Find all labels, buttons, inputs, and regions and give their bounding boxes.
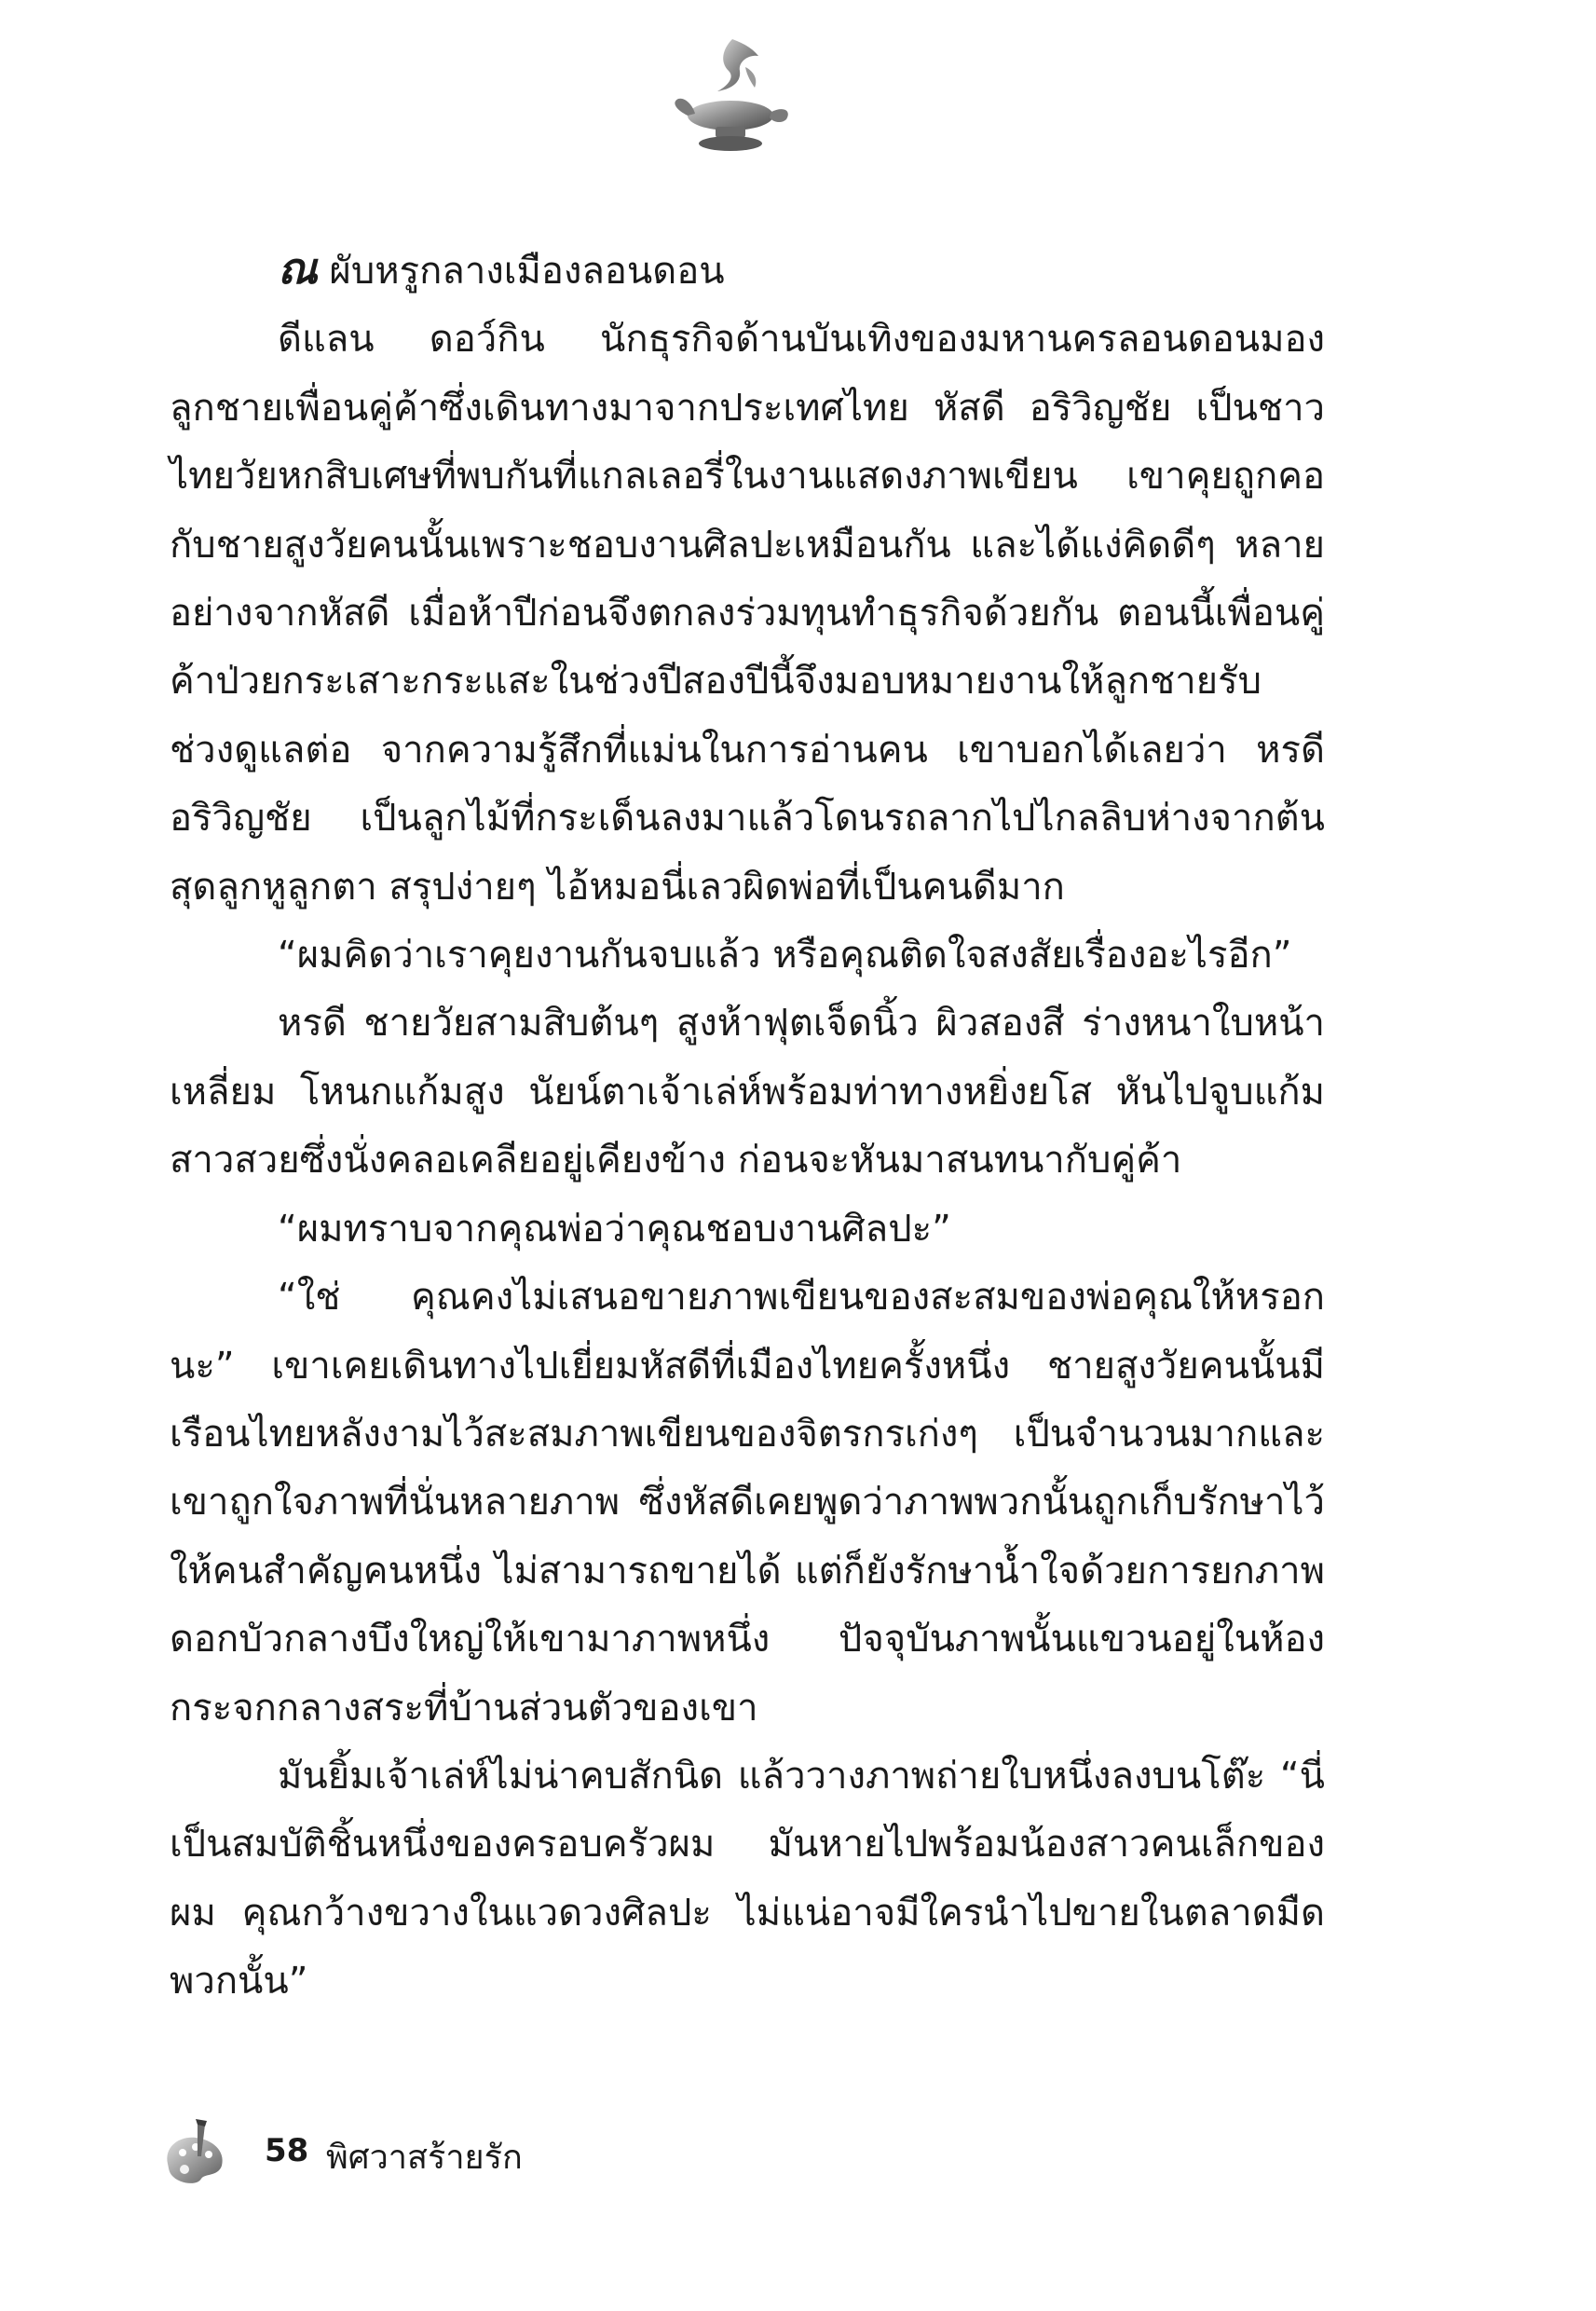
paragraph: “ผมทราบจากคุณพ่อว่าคุณชอบงานศิลปะ” — [278, 1207, 951, 1251]
opening-line: ผับหรูกลางเมืองลอนดอน — [317, 250, 725, 293]
paragraph: มันยิ้มเจ้าเล่ห์ไม่น่าคบสักนิด แล้ววางภาพถ่ายใบหนึ่งลงบนโต๊ะ “นี่เป็นสมบัติชิ้นหนึ่งของครอบครัวผม มันหายไปพร้อมน้องสาวคนเล็กของผม คุณกว้างขวางในแวดวงศิลปะ ไม่แน่อาจมีใครนำไปขายในตลาดมืดพวกนั้น” — [170, 1754, 1325, 2003]
paint-palette-icon — [160, 2115, 235, 2190]
paragraph: หรดี ชายวัยสามสิบต้นๆ สูงห้าฟุตเจ็ดนิ้ว ผิวสองสี ร่างหนาใบหน้าเหลี่ยม โหนกแก้มสูง นัยน์ตาเจ้าเล่ห์พร้อมท่าทางหยิ่งยโส หันไปจูบแก้มสาวสวยซึ่งนั่งคลอเคลียอยู่เคียงข้าง ก่อนจะหันมาสนทนากับคู่ค้า — [170, 1002, 1325, 1183]
story-body — [170, 235, 1325, 2017]
paragraph: “ใช่ คุณคงไม่เสนอขายภาพเขียนของสะสมของพ่อคุณให้หรอกนะ” เขาเคยเดินทางไปเยี่ยมหัสดีที่เมืองไทยครั้งหนึ่ง ชายสูงวัยคนนั้นมีเรือนไทยหลังงามไว้สะสมภาพเขียนของจิตรกรเก่งๆ เป็นจำนวนมากและเขาถูกใจภาพที่นั่นหลายภาพ ซึ่งหัสดีเคยพูดว่าภาพพวกนั้นถูกเก็บรักษาไว้ให้คนสำคัญคนหนึ่ง ไม่สามารถขายได้ แต่ก็ยังรักษาน้ำใจด้วยการยกภาพดอกบัวกลางบึงใหญ่ให้เขามาภาพหนึ่ง ปัจจุบันภาพนั้นแขวนอยู่ในห้องกระจกกลางสระที่บ้านส่วนตัวของเขา — [170, 1276, 1325, 1730]
page-footer — [160, 2115, 812, 2190]
page-number: 58 — [265, 2132, 309, 2169]
genie-lamp-icon — [667, 30, 798, 170]
paragraph: “ผมคิดว่าเราคุยงานกันจบแล้ว หรือคุณติดใจสงสัยเรื่องอะไรอีก” — [278, 934, 1292, 978]
book-title: พิศวาสร้ายรัก — [326, 2139, 523, 2177]
paragraph: ดีแลน ดอว์กิน นักธุรกิจด้านบันเทิงของมหานครลอนดอนมองลูกชายเพื่อนคู่ค้าซึ่งเดินทางมาจากประเทศไทย หัสดี อริวิญชัย เป็นชาวไทยวัยหกสิบเศษที่พบกันที่แกลเลอรี่ในงานแสดงภาพเขียน เขาคุยถูกคอกับชายสูงวัยคนนั้นเพราะชอบงานศิลปะเหมือนกัน และได้แง่คิดดีๆ หลายอย่างจากหัสดี เมื่อห้าปีก่อนจึงตกลงร่วมทุนทำธุรกิจด้วยกัน ตอนนี้เพื่อนคู่ค้าป่วยกระเสาะกระแสะในช่วงปีสองปีนี้จึงมอบหมายงานให้ลูกชายรับช่วงดูแลต่อ จากความรู้สึกที่แม่นในการอ่านคน เขาบอกได้เลยว่า หรดี อริวิญชัย เป็นลูกไม้ที่กระเด็นลงมาแล้วโดนรถลากไปไกลลิบห่างจากต้นสุดลูกหูลูกตา สรุปง่ายๆ ไอ้หมอนี่เลวผิดพ่อที่เป็นคนดีมาก — [170, 318, 1325, 909]
chapter-initial: ณ — [278, 243, 318, 294]
chapter-opening-paragraph — [170, 235, 1325, 306]
